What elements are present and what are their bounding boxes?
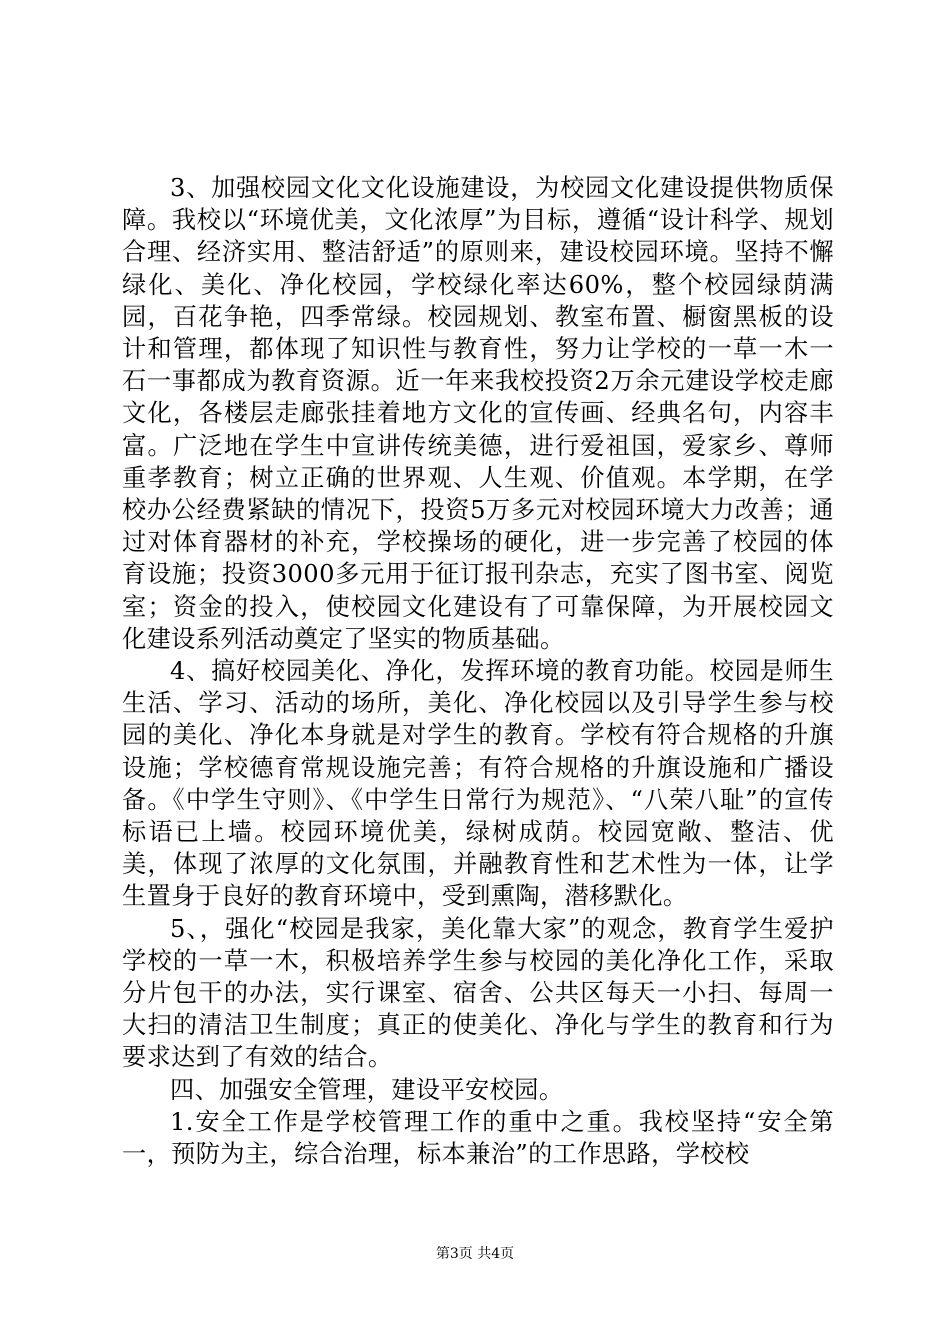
paragraph-campus-culture-facilities: 3、加强校园文化文化设施建设，为校园文化建设提供物质保障。我校以“环境优美，文化浓厚”为目标，遵循“设计科学、规划合理、经济实用、整洁舒适”的原则来，建设校园环境。坚持不懈绿化、美化、净化校园，学校绿化率达60%，整个校园绿荫满园，百花争艳，四季常绿。校园规划、教室布置、橱窗黑板的设计和管理，都体现了知识性与教育性，努力让学校的一草一木一石一事都成为教育资源。近一年来我校投资2万余元建设学校走廊文化，各楼层走廊张挂着地方文化的宣传画、经典名句，内容丰富。广泛地在学生中宣讲传统美德，进行爱祖国，爱家乡、尊师重孝教育；树立正确的世界观、人生观、价值观。本学期，在学校办公经费紧缺的情况下，投资5万多元对校园环境大力改善；通过对体育器材的补充，学校操场的硬化，进一步完善了校园的体育设施；投资3000多元用于征订报刊杂志，充实了图书室、阅览室；资金的投入，使校园文化建设有了可靠保障，为开展校园文化建设系列活动奠定了坚实的物质基础。 bbox=[122, 174, 834, 653]
paragraph-campus-is-my-home: 5、，强化“校园是我家，美化靠大家”的观念，教育学生爱护学校的一草一木，积极培养学生参与校园的美化净化工作，采取分片包干的办法，实行课室、宿舍、公共区每天一小扫、每周一大扫的清洁卫生制度；真正的使美化、净化与学生的教育和行为要求达到了有效的结合。 bbox=[122, 914, 834, 1072]
section-heading-safety-management: 四、加强安全管理，建设平安校园。 bbox=[170, 1075, 564, 1104]
page-number-label: 第3页 共4页 bbox=[435, 1246, 515, 1262]
document-body bbox=[122, 172, 834, 1170]
page-footer bbox=[0, 1244, 950, 1264]
paragraph-safety-work: 1.安全工作是学校管理工作的重中之重。我校坚持“安全第一，预防为主，综合治理，标本兼治”的工作思路，学校校 bbox=[122, 1107, 834, 1169]
paragraph-campus-beautification: 4、搞好校园美化、净化，发挥环境的教育功能。校园是师生生活、学习、活动的场所，美化、净化校园以及引导学生参与校园的美化、净化本身就是对学生的教育。学校有符合规格的升旗设施；学校德育常规设施完善；有符合规格的升旗设施和广播设备。《中学生守则》、《中学生日常行为规范》、“八荣八耻”的宣传标语已上墙。校园环境优美，绿树成荫。校园宽敞、整洁、优美，体现了浓厚的文化氛围，并融教育性和艺术性为一体，让学生置身于良好的教育环境中，受到熏陶，潜移默化。 bbox=[122, 657, 834, 911]
